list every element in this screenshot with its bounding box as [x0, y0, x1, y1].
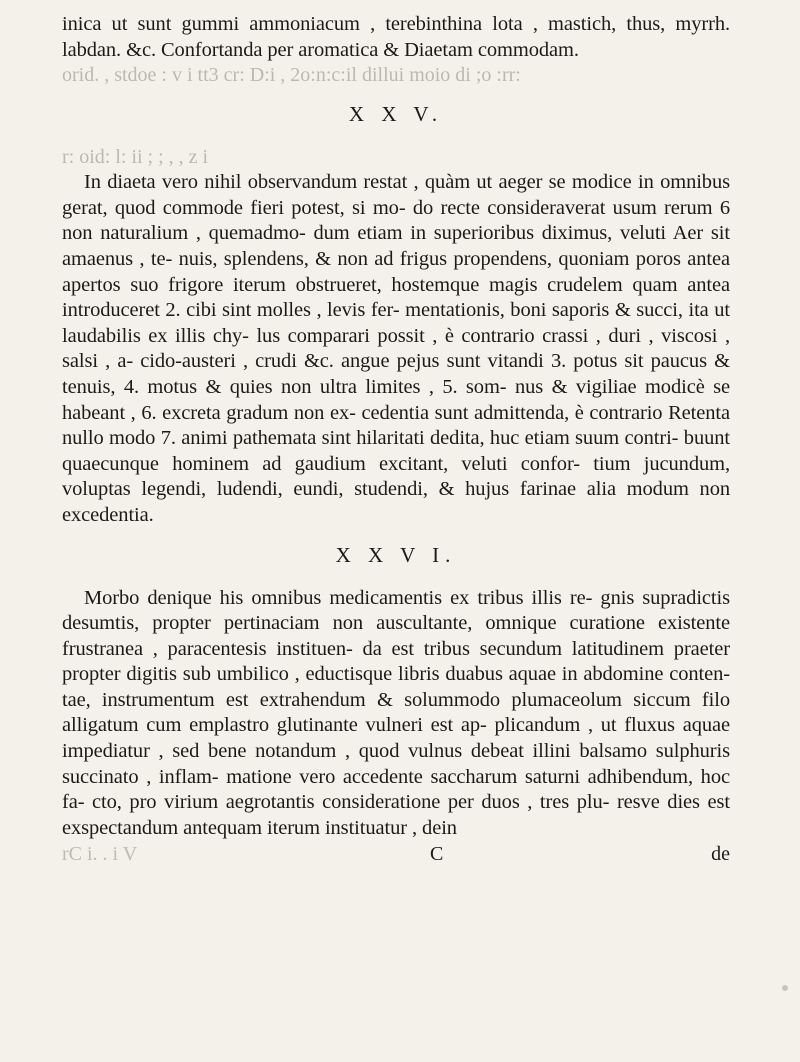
section-heading-xxvi: X X V I. — [335, 542, 457, 567]
page-footer — [62, 843, 730, 869]
paper-spot — [782, 985, 788, 991]
catchword: de — [711, 843, 730, 866]
corner-mark: rC i. . i V — [62, 843, 138, 866]
signature-mark: C — [430, 843, 444, 866]
section-heading-xxv: X X V. — [348, 102, 444, 127]
bleed-through-line: orid. , stdoe : v i tt3 cr: D:i , 2o:n:c:il dillui moio di ;o :rr: — [62, 64, 521, 87]
paragraph-paracentesis: Morbo denique his omnibus medicamentis ex tribus illis re- gnis supradictis desumtis, propter pertinaciam non auscultante, omnique curatione existente frustranea , paracentesis instituen- da est tribus secundum latitudinem praeter propter digitis sub umbilico , eductisque libris duabus aquae in abdomine conten- tae, instrumentum est extrahendum & solummodo plumaceolum siccum filo alligatum cum emplastro glutinante vulneri est ap- plicandum , ut fluxus aquae impediatur , sed bene notandum , quod vulnus debeat illini balsamo sulphuris succinato , inflam- matione vero accedente saccharum saturni adhibendum, hoc fa- cto, pro virium aegrotantis consideratione per duos , tres plu- resve dies est exspectandum antequam iterum instituatur , dein — [62, 586, 730, 839]
paragraph-diet: In diaeta vero nihil observandum restat , quàm ut aeger se modice in omnibus gerat, quod commode fieri potest, si mo- do recte consideraverat usum rerum 6 non naturalium , quemadmo- dum etiam in superioribus diximus, veluti Aer sit amaenus , te- nuis, splendens, & non ad frigus propendens, quoniam poros antea apertos suo frigore iterum obstrueret, hostemque magis crudelem quam antea introduceret 2. cibi sint molles , levis fer- mentationis, boni saporis & succi, ita ut laudabilis ex illis chy- lus comparari possit , è contrario crassi , duri , viscosi , salsi , a- cido-austeri , crudi &c. angue pejus sunt vitandi 3. potus sit paucus & tenuis, 4. motus & quies non ultra limites , 5. som- nus & vigiliae modicè se habeant , 6. excreta gradum non ex- cedentia sunt admittenda, è contrario Retenta nullo modo 7. animi pathemata sint hilaritati dedita, huc etiam suum contri- buunt quaecunque hominem ad gaudium excitant, veluti confor- tium jucundum, voluptas legendi, ludendi, eundi, studendi, & hujus farinae alia modum non excedentia. — [62, 171, 730, 526]
bleed-through-line: r: oid: l: ii ; ; , , z i — [62, 146, 209, 169]
top-text: inica ut sunt gummi ammoniacum , terebinthina lota , mastich, thus, myrrh. labdan. &c. Confortanda per aromatica & Diaetam commodam. — [62, 13, 730, 61]
